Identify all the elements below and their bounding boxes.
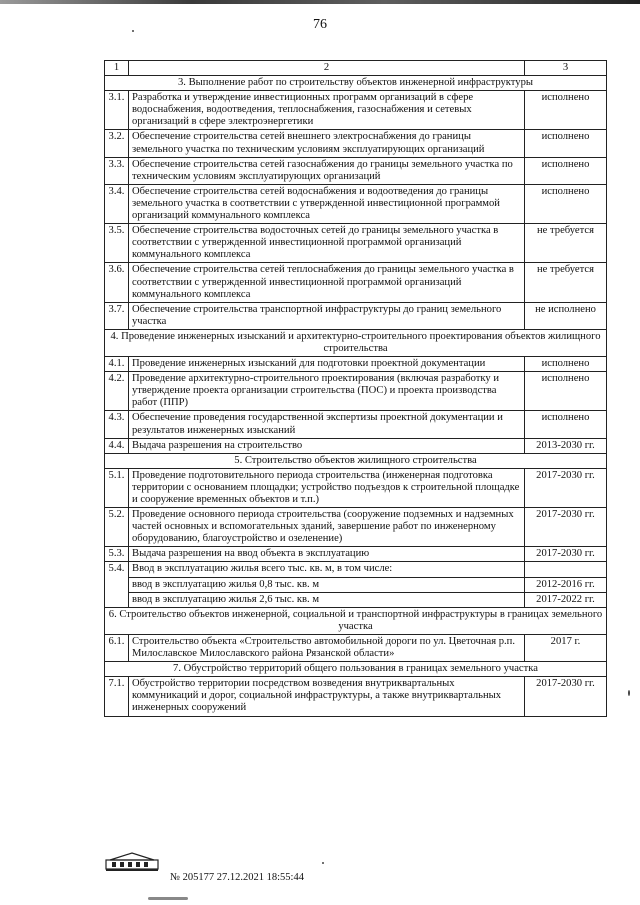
item-number: 3.6. bbox=[105, 263, 129, 302]
table-row bbox=[105, 677, 607, 716]
header-row bbox=[105, 61, 607, 76]
item-description: ввод в эксплуатацию жилья 0,8 тыс. кв. м bbox=[129, 577, 525, 592]
item-status bbox=[525, 562, 607, 577]
item-status: исполнено bbox=[525, 91, 607, 130]
item-number: 3.5. bbox=[105, 224, 129, 263]
section-title: 3. Выполнение работ по строительству объектов инженерной инфраструктуры bbox=[105, 76, 607, 91]
item-status: 2017-2030 гг. bbox=[525, 468, 607, 507]
table-row bbox=[105, 224, 607, 263]
item-number: 3.7. bbox=[105, 302, 129, 329]
table-row bbox=[105, 438, 607, 453]
document-registration-number: № 205177 27.12.2021 18:55:44 bbox=[170, 872, 304, 883]
table-row bbox=[105, 91, 607, 130]
table-row bbox=[105, 372, 607, 411]
item-status: 2017-2030 гг. bbox=[525, 508, 607, 547]
item-number: 6.1. bbox=[105, 634, 129, 661]
section-title: 5. Строительство объектов жилищного строительства bbox=[105, 453, 607, 468]
item-number: 5.1. bbox=[105, 468, 129, 507]
item-status: 2017 г. bbox=[525, 634, 607, 661]
section-row bbox=[105, 662, 607, 677]
header-col-1: 1 bbox=[105, 61, 129, 76]
item-status: исполнено bbox=[525, 130, 607, 157]
scan-speck bbox=[322, 862, 324, 864]
item-description: Обеспечение строительства сетей газоснабжения до границы земельного участка по техническим условиям эксплуатирующих организаций bbox=[129, 157, 525, 184]
table-row bbox=[105, 411, 607, 438]
item-number: 4.1. bbox=[105, 357, 129, 372]
item-description: Разработка и утверждение инвестиционных программ организаций в сфере водоснабжения, водоотведения, теплоснабжения, газоснабжения и сетевых организаций в сфере электроэнергетики bbox=[129, 91, 525, 130]
item-description: Обеспечение строительства сетей внешнего электроснабжения до границы земельного участка по техническим условиям эксплуатирующих организаций bbox=[129, 130, 525, 157]
item-status: исполнено bbox=[525, 157, 607, 184]
item-description: Строительство объекта «Строительство автомобильной дороги по ул. Цветочная р.п. Милославское Милославского района Рязанской области» bbox=[129, 634, 525, 661]
item-description: Обеспечение строительства сетей водоснабжения и водоотведения до границы земельного участка в соответствии с утвержденной инвестиционной программой организаций коммунального комплекса bbox=[129, 184, 525, 223]
section-row bbox=[105, 607, 607, 634]
item-description: Проведение основного периода строительства (сооружение подземных и надземных частей основных и вспомогательных зданий, завершение работ по инженерному оборудованию, благоустройство и озеленение) bbox=[129, 508, 525, 547]
table-row bbox=[105, 357, 607, 372]
table-row bbox=[105, 263, 607, 302]
item-status: исполнено bbox=[525, 372, 607, 411]
header-col-3: 3 bbox=[525, 61, 607, 76]
item-number: 4.2. bbox=[105, 372, 129, 411]
item-description: Обеспечение строительства водосточных сетей до границы земельного участка в соответствии с утвержденной инвестиционной программой организаций коммунального комплекса bbox=[129, 224, 525, 263]
item-status: исполнено bbox=[525, 411, 607, 438]
item-status: не исполнено bbox=[525, 302, 607, 329]
item-description: Выдача разрешения на строительство bbox=[129, 438, 525, 453]
item-status: 2017-2022 гг. bbox=[525, 592, 607, 607]
table-subrow bbox=[105, 592, 607, 607]
scan-speck bbox=[132, 30, 134, 32]
item-status: исполнено bbox=[525, 184, 607, 223]
table-row bbox=[105, 468, 607, 507]
section-row bbox=[105, 329, 607, 356]
item-description: Обустройство территории посредством возведения внутриквартальных коммуникаций и дорог, социальной инфраструктуры, а также внутриквартальных инженерных сооружений bbox=[129, 677, 525, 716]
item-status: 2017-2030 гг. bbox=[525, 677, 607, 716]
building-stamp-icon bbox=[104, 850, 160, 872]
section-row bbox=[105, 76, 607, 91]
item-number: 3.2. bbox=[105, 130, 129, 157]
item-description: Проведение инженерных изысканий для подготовки проектной документации bbox=[129, 357, 525, 372]
item-description: Проведение подготовительного периода строительства (инженерная подготовка территории с основанием площадки; устройство подъездов к строительной площадке и сооружение временных объектов и т.п.) bbox=[129, 468, 525, 507]
page-number: 76 bbox=[313, 17, 327, 32]
item-description: Ввод в эксплуатацию жилья всего тыс. кв. м, в том числе: bbox=[129, 562, 525, 577]
item-number: 3.4. bbox=[105, 184, 129, 223]
table-row bbox=[105, 508, 607, 547]
item-description: ввод в эксплуатацию жилья 2,6 тыс. кв. м bbox=[129, 592, 525, 607]
table-row bbox=[105, 562, 607, 577]
item-number: 3.1. bbox=[105, 91, 129, 130]
table-row bbox=[105, 547, 607, 562]
section-title: 6. Строительство объектов инженерной, социальной и транспортной инфраструктуры в границах земельного участка bbox=[105, 607, 607, 634]
scan-edge bbox=[0, 0, 640, 4]
item-description: Проведение архитектурно-строительного проектирования (включая разработку и утверждение проекта организации строительства (ПОС) и проекта производства работ (ППР) bbox=[129, 372, 525, 411]
section-row bbox=[105, 453, 607, 468]
footer bbox=[100, 850, 400, 900]
item-description: Обеспечение проведения государственной экспертизы проектной документации и результатов инженерных изысканий bbox=[129, 411, 525, 438]
item-number: 5.2. bbox=[105, 508, 129, 547]
table-row bbox=[105, 130, 607, 157]
item-status: 2012-2016 гг. bbox=[525, 577, 607, 592]
item-description: Обеспечение строительства транспортной инфраструктуры до границ земельного участка bbox=[129, 302, 525, 329]
item-status: 2017-2030 гг. bbox=[525, 547, 607, 562]
scan-speck bbox=[628, 690, 630, 696]
section-title: 4. Проведение инженерных изысканий и архитектурно-строительного проектирования объектов жилищного строительства bbox=[105, 329, 607, 356]
item-status: не требуется bbox=[525, 263, 607, 302]
scan-smudge bbox=[148, 897, 188, 900]
table-row bbox=[105, 634, 607, 661]
item-number: 7.1. bbox=[105, 677, 129, 716]
item-number: 4.4. bbox=[105, 438, 129, 453]
item-status: не требуется bbox=[525, 224, 607, 263]
item-number: 3.3. bbox=[105, 157, 129, 184]
item-status: 2013-2030 гг. bbox=[525, 438, 607, 453]
section-title: 7. Обустройство территорий общего пользования в границах земельного участка bbox=[105, 662, 607, 677]
item-status: исполнено bbox=[525, 357, 607, 372]
item-number: 4.3. bbox=[105, 411, 129, 438]
table-row bbox=[105, 184, 607, 223]
item-description: Обеспечение строительства сетей теплоснабжения до границы земельного участка в соответствии с утвержденной инвестиционной программой организаций коммунального комплекса bbox=[129, 263, 525, 302]
table-row bbox=[105, 302, 607, 329]
header-col-2: 2 bbox=[129, 61, 525, 76]
table-row bbox=[105, 157, 607, 184]
item-number: 5.4. bbox=[105, 562, 129, 607]
item-number: 5.3. bbox=[105, 547, 129, 562]
table-subrow bbox=[105, 577, 607, 592]
plan-table bbox=[104, 60, 607, 717]
item-description: Выдача разрешения на ввод объекта в эксплуатацию bbox=[129, 547, 525, 562]
